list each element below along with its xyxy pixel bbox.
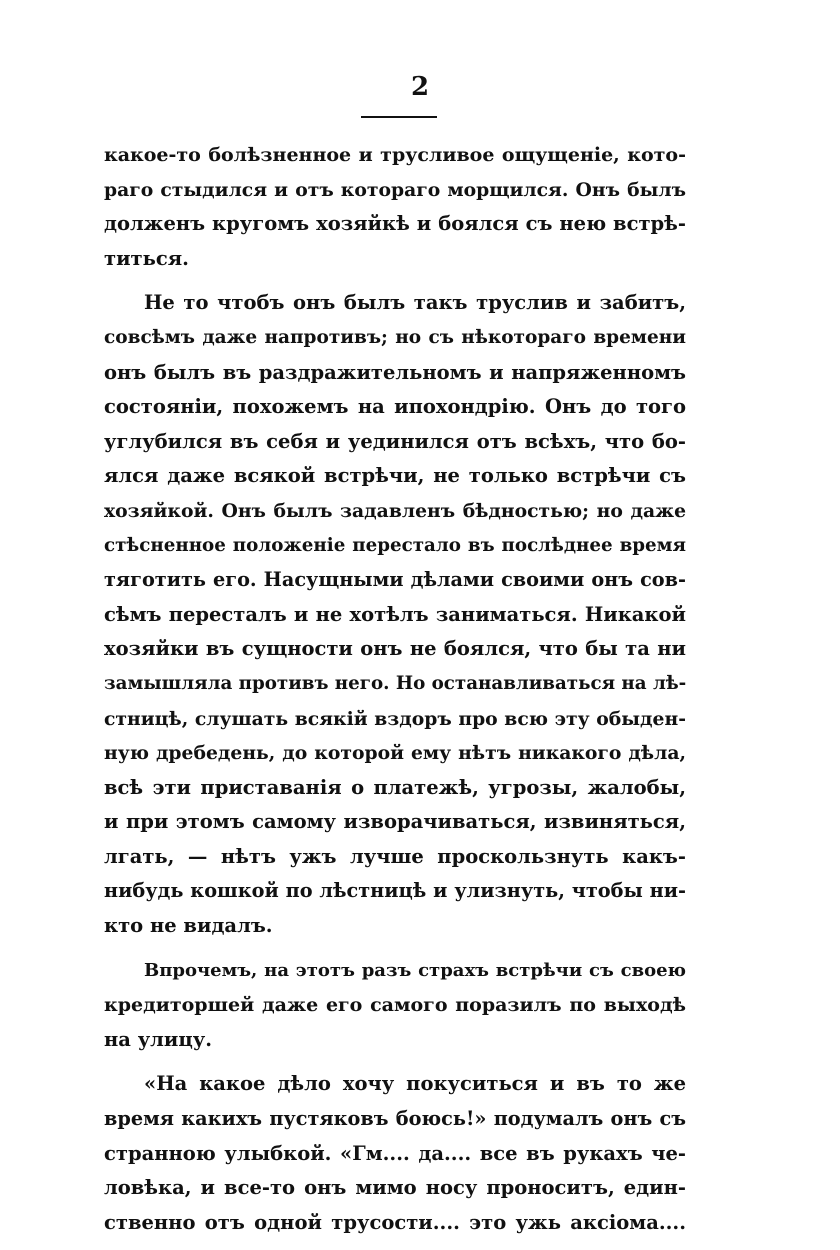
paragraph-4 <box>104 1067 686 1240</box>
text-line: углубился въ себя и уединился отъ всѣхъ, что бо- <box>104 429 686 453</box>
text-line: время какихъ пустяковъ боюсь!» подумалъ онъ съ <box>104 1107 686 1131</box>
text-line: «На какое дѣло хочу покуситься и въ то же <box>144 1072 686 1096</box>
text-line: стѣсненное положеніе перестало въ послѣднее время <box>104 534 686 556</box>
text-line: титься. <box>104 246 189 270</box>
paragraph-3 <box>104 954 686 1058</box>
text-line: ловѣка, и все-то онъ мимо носу проноситъ, един- <box>104 1176 686 1200</box>
text-line: ную дребедень, до которой ему нѣтъ никакого дѣла, <box>104 742 686 765</box>
text-line: всѣ эти приставанія о платежѣ, угрозы, жалобы, <box>104 775 686 799</box>
text-line: хозяйки въ сущности онъ не боялся, что бы та ни <box>104 637 686 661</box>
text-line: лгать, — нѣтъ ужъ лучше проскользнуть какъ- <box>104 844 686 868</box>
text-line: ственно отъ одной трусости.... это ужь аксіома.... <box>104 1210 686 1234</box>
text-line: хозяйкой. Онъ былъ задавленъ бѣдностью; но даже <box>104 499 686 522</box>
text-line: замышляла противъ него. Но останавливаться на лѣ- <box>104 672 687 694</box>
paragraph-1 <box>104 138 686 276</box>
text-line: онъ былъ въ раздражительномъ и напряженномъ <box>104 360 686 384</box>
text-line: кредиторшей даже его самого поразилъ по выходѣ <box>104 994 686 1017</box>
page-number: 2 <box>410 72 430 102</box>
text-line: долженъ кругомъ хозяйкѣ и боялся съ нею встрѣ- <box>104 212 686 236</box>
text-line: нибудь кошкой по лѣстницѣ и улизнуть, чтобы ни- <box>104 879 686 903</box>
text-line: тяготить его. Насущными дѣлами своими онъ сов- <box>104 568 686 592</box>
paragraph-2 <box>104 286 686 943</box>
text-line: ялся даже всякой встрѣчи, не только встрѣчи съ <box>104 464 686 488</box>
text-line: совсѣмъ даже напротивъ; но съ нѣкотораго времени <box>104 326 686 348</box>
text-line: странною улыбкой. «Гм.... да.... все въ рукахъ че- <box>104 1141 686 1165</box>
text-line: на улицу. <box>104 1027 213 1051</box>
text-line: сѣмъ пересталъ и не хотѣлъ заниматься. Никакой <box>104 602 686 626</box>
text-line: раго стыдился и отъ котораго морщился. Онъ былъ <box>104 178 686 201</box>
page-number-rule <box>361 116 437 118</box>
text-line: и при этомъ самому изворачиваться, извиняться, <box>104 810 686 834</box>
body-text <box>104 138 686 1250</box>
text-line: стницѣ, слушать всякій вздоръ про всю эту обыден- <box>104 707 686 730</box>
text-line: кто не видалъ. <box>104 914 273 938</box>
text-line: Не то чтобъ онъ былъ такъ труслив и забитъ, <box>144 291 686 315</box>
text-line: состояніи, похожемъ на ипохондрію. Онъ до того <box>104 395 686 419</box>
text-line: какое-то болѣзненное и трусливое ощущеніе, кото- <box>104 144 686 166</box>
text-line: Впрочемъ, на этотъ разъ страхъ встрѣчи съ своею <box>144 959 686 981</box>
